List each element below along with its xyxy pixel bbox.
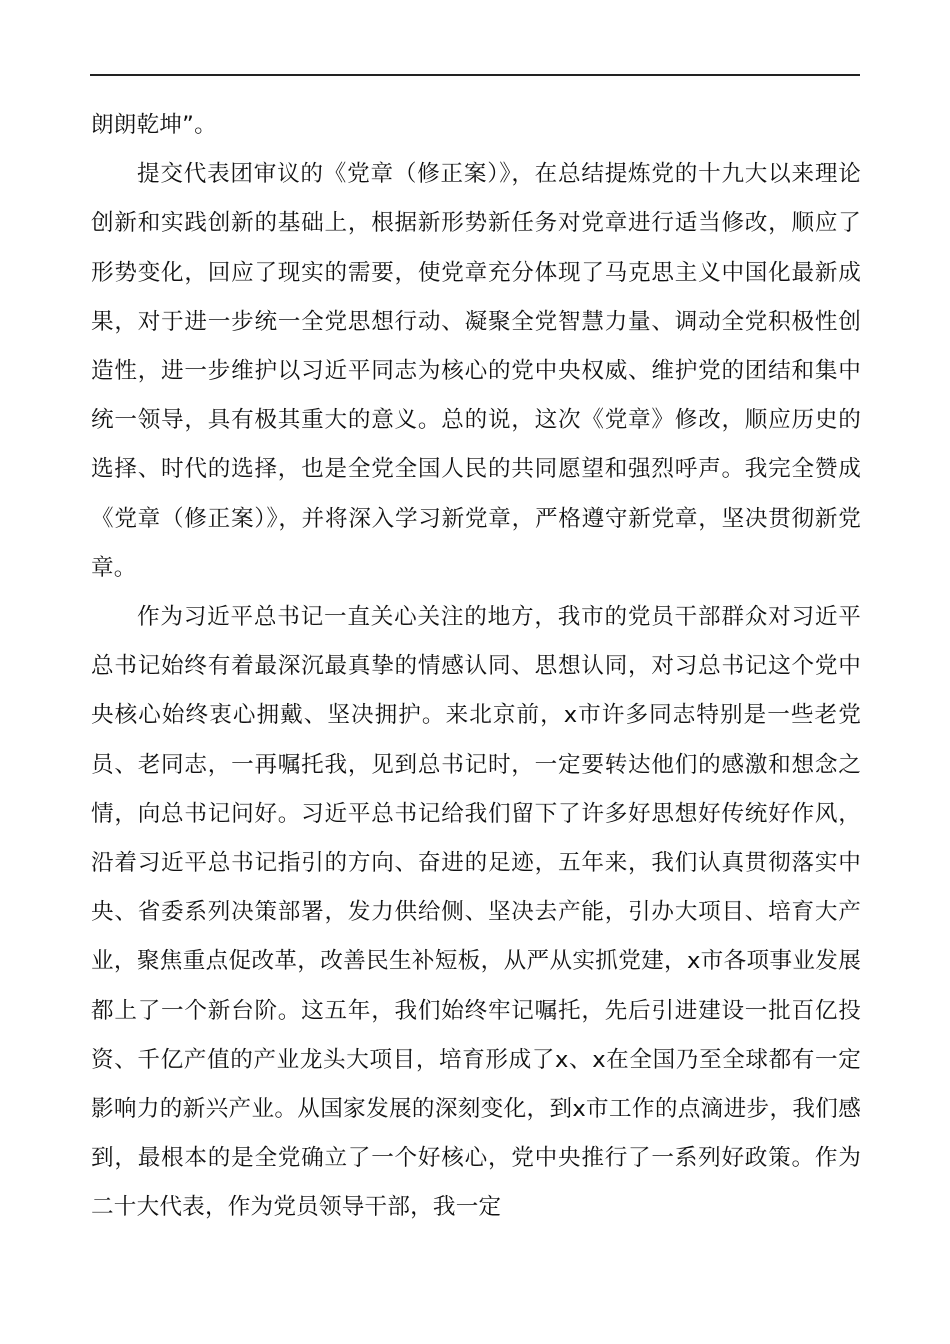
paragraph-city-development: 作为习近平总书记一直关心关注的地方，我市的党员干部群众对习近平总书记始终有着最深沉最真挚的情感认同、思想认同，对习总书记这个党中央核心始终衷心拥戴、坚决拥护。来北京前，x市许多同志特别是一些老党员、老同志，一再嘱托我，见到总书记时，一定要转达他们的感激和想念之情，向总书记问好。习近平总书记给我们留下了许多好思想好传统好作风，沿着习近平总书记指引的方向、奋进的足迹，五年来，我们认真贯彻落实中央、省委系列决策部署，发力供给侧、坚决去产能，引办大项目、培育大产业，聚焦重点促改革，改善民生补短板，从严从实抓党建，x市各项事业发展都上了一个新台阶。这五年，我们始终牢记嘱托，先后引进建设一批百亿投资、千亿产值的产业龙头大项目，培育形成了x、x在全国乃至全球都有一定影响力的新兴产业。从国家发展的深刻变化，到x市工作的点滴进步，我们感到，最根本的是全党确立了一个好核心，党中央推行了一系列好政策。作为二十大代表，作为党员领导干部，我一定 <box>91 604 861 1221</box>
paragraph-continuation: 朗朗乾坤”。 <box>91 112 217 138</box>
document-body <box>91 101 861 1233</box>
header-rule <box>90 74 860 76</box>
paragraph-party-constitution: 提交代表团审议的《党章（修正案）》，在总结提炼党的十九大以来理论创新和实践创新的基础上，根据新形势新任务对党章进行适当修改，顺应了形势变化，回应了现实的需要，使党章充分体现了马克思主义中国化最新成果，对于进一步统一全党思想行动、凝聚全党智慧力量、调动全党积极性创造性，进一步维护以习近平同志为核心的党中央权威、维护党的团结和集中统一领导，具有极其重大的意义。总的说，这次《党章》修改，顺应历史的选择、时代的选择，也是全党全国人民的共同愿望和强烈呼声。我完全赞成《党章（修正案）》，并将深入学习新党章，严格遵守新党章，坚决贯彻新党章。 <box>91 161 861 581</box>
